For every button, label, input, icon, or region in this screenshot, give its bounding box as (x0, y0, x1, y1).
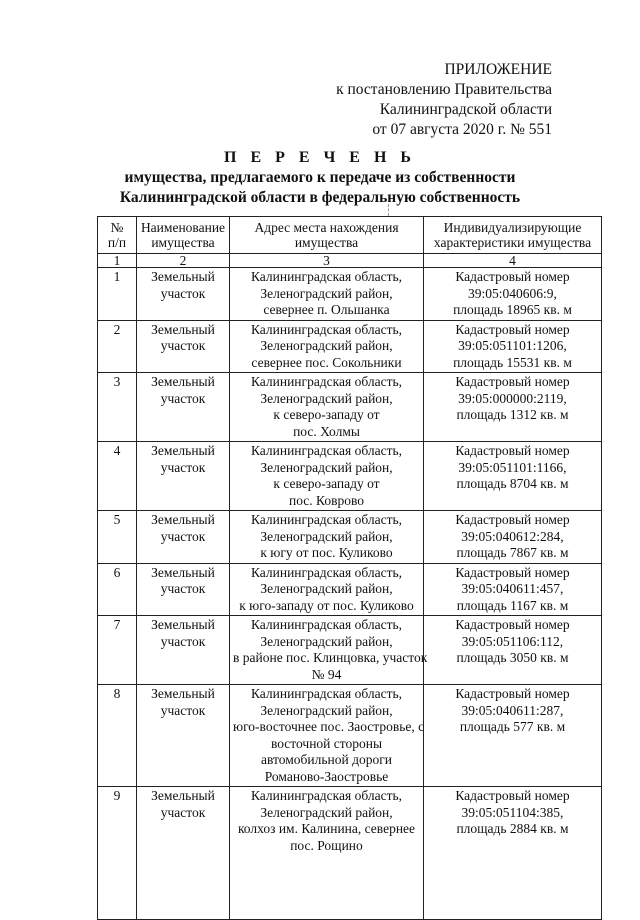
property-name-line: Земельный (151, 443, 215, 458)
property-name (137, 563, 230, 616)
property-address-line: Зеленоградский район, (260, 338, 393, 353)
table-body (98, 268, 602, 920)
property-name-line: участок (160, 528, 206, 544)
header-text: характеристики имущества (433, 235, 592, 250)
property-address-line: севернее пос. Сокольники (251, 354, 402, 370)
property-name-line: Земельный (151, 374, 215, 389)
property-name-line: участок (160, 285, 206, 301)
property-characteristics (424, 442, 602, 511)
property-address-line: Калининградская область, (250, 564, 403, 580)
row-number: 3 (98, 373, 137, 442)
property-name (137, 511, 230, 564)
property-address (230, 373, 424, 442)
property-name (137, 787, 230, 920)
property-address-line: Калининградская область, (250, 321, 403, 337)
document-heading (0, 148, 640, 208)
property-address-line: к северо-западу от (273, 407, 380, 422)
property-characteristics-line: 39:05:051101:1206, (458, 338, 567, 353)
header-text: Индивидуализирующие (443, 220, 582, 235)
header-text: № (110, 220, 124, 235)
appendix-line-region: Калининградской области (379, 101, 552, 118)
property-address-line: колхоз им. Калинина, севернее (237, 821, 416, 836)
property-name-line: Земельный (151, 321, 215, 337)
property-address (230, 685, 424, 787)
property-address-line: Зеленоградский район, (260, 285, 393, 301)
property-address-line: Зеленоградский район, (260, 633, 393, 649)
property-address-line: Зеленоградский район, (260, 804, 393, 820)
property-name-line: Земельный (151, 512, 215, 527)
column-number: 4 (424, 254, 602, 268)
row-number: 8 (98, 685, 137, 787)
header-text: Адрес места нахождения (254, 220, 399, 235)
property-name-line: участок (160, 633, 206, 649)
property-address-line: восточной стороны (270, 735, 383, 751)
property-characteristics (424, 616, 602, 685)
property-address (230, 616, 428, 685)
header-characteristics (424, 217, 602, 254)
property-name-line: участок (160, 804, 206, 820)
property-characteristics (424, 320, 602, 373)
property-address (230, 442, 424, 511)
header-number (98, 217, 137, 254)
property-address-line: Зеленоградский район, (260, 459, 393, 475)
property-address-line: автомобильной дороги (261, 752, 392, 767)
table-row (98, 685, 602, 787)
property-address-line: в районе пос. Клинцовка, участок (233, 650, 428, 665)
property-address-line: Калининградская область, (250, 443, 403, 458)
property-name (137, 616, 230, 685)
property-characteristics-line: 39:05:000000:2119, (458, 390, 567, 406)
appendix-line-resolution: к постановлению Правительства (336, 81, 552, 98)
appendix-block (336, 60, 552, 140)
row-number: 7 (98, 616, 137, 685)
property-characteristics-line: 39:05:051104:385, (461, 804, 564, 820)
property-address-line: Калининградская область, (250, 686, 403, 701)
heading-subtitle-2: Калининградской области в федеральную собственность (119, 189, 521, 206)
property-address-line: к северо-западу от (273, 476, 380, 491)
property-name-line: участок (160, 390, 206, 406)
property-characteristics-line: площадь 8704 кв. м (456, 476, 569, 491)
property-characteristics-line: Кадастровый номер (455, 788, 570, 803)
property-address-line: Калининградская область, (250, 788, 403, 803)
heading-subtitle-1: имущества, предлагаемого к передаче из собственности (124, 169, 516, 186)
appendix-line-date: от 07 августа 2020 г. № 551 (372, 121, 552, 138)
property-address-line: Зеленоградский район, (260, 702, 393, 718)
property-characteristics-line: 39:05:040611:287, (461, 702, 564, 718)
property-address-line: пос. Холмы (293, 423, 360, 439)
row-number: 6 (98, 563, 137, 616)
row-number: 1 (98, 268, 137, 321)
property-name-line: участок (160, 459, 206, 475)
header-name (137, 217, 230, 254)
property-characteristics-line: площадь 3050 кв. м (456, 650, 569, 665)
table-row (98, 373, 602, 442)
table-row (98, 563, 602, 616)
property-address-line: Зеленоградский район, (260, 390, 393, 406)
property-characteristics (424, 373, 602, 442)
property-name-line: Земельный (151, 686, 215, 701)
table-row (98, 442, 602, 511)
property-characteristics-line: 39:05:040606:9, (468, 285, 557, 301)
property-name-line: Земельный (151, 269, 215, 284)
property-name-line: Земельный (151, 788, 215, 803)
table-header-row (98, 217, 602, 254)
property-characteristics-line: Кадастровый номер (455, 686, 570, 701)
property-address-line: Калининградская область, (250, 512, 403, 527)
row-number: 9 (98, 787, 137, 920)
property-address-line: Калининградская область, (250, 374, 403, 389)
property-characteristics-line: 39:05:051101:1166, (458, 459, 567, 475)
property-address-line: Романово-Заостровье (264, 768, 389, 784)
property-name (137, 268, 230, 321)
property-address-line: севернее п. Ольшанка (263, 302, 390, 317)
property-characteristics-line: Кадастровый номер (455, 512, 570, 527)
property-address (230, 268, 424, 321)
column-number-row (98, 254, 602, 268)
property-address-line: к юго-западу от пос. Куликово (239, 597, 414, 613)
property-address-line: пос. Рощино (290, 837, 363, 853)
property-characteristics (424, 268, 602, 321)
table-row (98, 320, 602, 373)
property-characteristics-line: площадь 1312 кв. м (456, 407, 569, 422)
property-characteristics (424, 787, 602, 920)
property-characteristics-line: площадь 18965 кв. м (453, 302, 572, 317)
row-number: 5 (98, 511, 137, 564)
property-address-line: № 94 (311, 666, 342, 682)
property-characteristics-line: 39:05:051106:112, (461, 633, 564, 649)
row-number: 4 (98, 442, 137, 511)
table-row (98, 616, 602, 685)
header-text: Наименование (140, 220, 226, 235)
property-characteristics-line: Кадастровый номер (455, 443, 570, 458)
fold-mark (388, 204, 390, 216)
property-name-line: участок (160, 581, 206, 596)
property-address-line: к югу от пос. Куликово (260, 545, 393, 560)
property-address-line: Зеленоградский район, (260, 581, 393, 596)
column-number: 3 (230, 254, 424, 268)
property-characteristics-line: площадь 2884 кв. м (456, 821, 569, 836)
property-name (137, 320, 230, 373)
property-characteristics-line: площадь 15531 кв. м (453, 354, 572, 370)
property-name (137, 685, 230, 787)
heading-title: П Е Р Е Ч Е Н Ь (224, 149, 416, 166)
property-characteristics-line: Кадастровый номер (455, 269, 570, 284)
property-characteristics-line: Кадастровый номер (455, 617, 570, 632)
property-characteristics (424, 685, 602, 787)
table-row (98, 511, 602, 564)
property-characteristics (424, 563, 602, 616)
header-text: п/п (107, 235, 127, 250)
property-address (230, 787, 424, 920)
table-row (98, 268, 602, 321)
property-name (137, 373, 230, 442)
property-characteristics (424, 511, 602, 564)
property-address (230, 320, 424, 373)
property-characteristics-line: Кадастровый номер (455, 564, 570, 580)
property-address (230, 563, 424, 616)
property-characteristics-line: 39:05:040611:457, (461, 581, 564, 596)
property-name-line: Земельный (151, 564, 215, 580)
column-number: 1 (98, 254, 137, 268)
table-row (98, 787, 602, 920)
property-table (97, 216, 602, 920)
property-name-line: участок (160, 338, 206, 353)
header-text: имущества (151, 235, 215, 250)
property-address-line: юго-восточнее пос. Заостровье, с (233, 719, 425, 734)
property-characteristics-line: площадь 7867 кв. м (456, 545, 569, 560)
property-address-line: Зеленоградский район, (260, 528, 393, 544)
property-address-line: пос. Коврово (288, 492, 365, 508)
property-name-line: участок (160, 702, 206, 718)
property-characteristics-line: Кадастровый номер (455, 321, 570, 337)
property-characteristics-line: Кадастровый номер (455, 374, 570, 389)
property-address-line: Калининградская область, (250, 269, 403, 284)
property-name (137, 442, 230, 511)
row-number: 2 (98, 320, 137, 373)
property-address (230, 511, 424, 564)
header-text: имущества (294, 235, 359, 250)
property-name-line: Земельный (151, 617, 215, 632)
header-address (230, 217, 424, 254)
property-characteristics-line: площадь 1167 кв. м (456, 597, 569, 613)
property-address-line: Калининградская область, (250, 617, 403, 632)
column-number: 2 (137, 254, 230, 268)
appendix-title: ПРИЛОЖЕНИЕ (444, 61, 552, 78)
property-characteristics-line: 39:05:040612:284, (461, 528, 564, 544)
property-characteristics-line: площадь 577 кв. м (459, 719, 566, 734)
